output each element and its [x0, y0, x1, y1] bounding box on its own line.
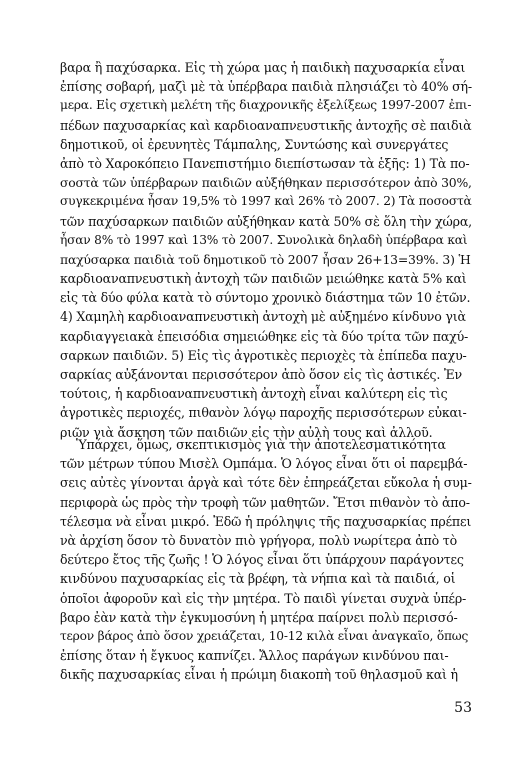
text-line: μερα. Εἰς σχετικὴ μελέτη τῆς διαχρονικῆς ἐξελίξεως 1997-2007 ἐπι-	[60, 98, 472, 113]
text-line: καρδιοαναπνευστικὴ ἀντοχὴ τῶν παιδιῶν μειώθηκε κατὰ 5% καὶ	[60, 271, 467, 287]
text-line: Ὑπάρχει, ὅμως, σκεπτικισμὸς γιὰ τὴν ἀποτελεσματικότητα	[76, 437, 446, 452]
text-line: συγκεκριμένα ἦσαν 19,5% τὸ 1997 καὶ 26% τὸ 2007. 2) Τὰ ποσοστὰ	[60, 194, 472, 209]
text-line: ἀγροτικὲς περιοχές, πιθανὸν λόγῳ παροχῆς περισσότερων εὐκαι-	[60, 405, 467, 421]
text-line: ἐπίσης σοβαρή, μαζὶ μὲ τὰ ὑπέρβαρα παιδιὰ πλησιάζει τὸ 40% σή-	[60, 79, 472, 95]
text-line: σαρκων παιδιῶν. 5) Εἰς τὶς ἀγροτικὲς περιοχὲς τὰ ἐπίπεδα παχυ-	[60, 347, 467, 363]
page-number: 53	[454, 700, 472, 716]
text-line: ἀπὸ τὸ Χαροκόπειο Πανεπιστήμιο διεπίστωσαν τὰ ἑξῆς: 1) Τὰ πο-	[60, 155, 470, 171]
text-line: σεις αὐτὲς γίνονται ἀργὰ καὶ τότε δὲν ἐπηρεάζεται εὔκολα ἡ συμ-	[60, 475, 472, 491]
text-line: παχύσαρκα παιδιὰ τοῦ δημοτικοῦ τὸ 2007 ἦσαν 26+13=39%. 3) Ἡ	[60, 251, 471, 267]
text-line: εἰς τὰ δύο φύλα κατὰ τὸ σύντομο χρονικὸ διάστημα τῶν 10 ἐτῶν.	[60, 290, 471, 306]
text-line: δημοτικοῦ, οἱ ἐρευνητὲς Τάμπαλης, Συντώσης καὶ συνεργάτες	[60, 136, 449, 152]
text-line: δικῆς παχυσαρκίας εἶναι ἡ πρώιμη διακοπὴ τοῦ θηλασμοῦ καὶ ἡ	[60, 667, 458, 683]
paragraph-2	[60, 435, 472, 684]
text-line: ἦσαν 8% τὸ 1997 καὶ 13% τὸ 2007. Συνολικὰ δηλαδὴ ὑπέρβαρα καὶ	[60, 232, 468, 247]
text-line: τερον βάρος ἀπὸ ὅσον χρειάζεται, 10-12 κιλὰ εἶναι ἀναγκαῖο, ὅπως	[60, 628, 469, 643]
text-line: ὁποῖοι ἀφοροῦν καὶ εἰς τὴν μητέρα. Τὸ παιδὶ γίνεται συχνὰ ὑπέρ-	[60, 590, 467, 606]
text-line: σαρκίας αὐξάνονται περισσότερον ἀπὸ ὅσον εἰς τὶς ἀστικές. Ἐν	[60, 367, 462, 382]
text-line: νὰ ἀρχίση ὅσον τὸ δυνατὸν πιὸ γρήγορα, πολὺ νωρίτερα ἀπὸ τὸ	[60, 532, 457, 548]
text-line: ἐπίσης ὅταν ἡ ἔγκυος καπνίζει. Ἄλλος παράγων κινδύνου παι-	[60, 648, 449, 664]
text-line: τῶν μέτρων τύπου Μισὲλ Ομπάμα. Ὁ λόγος εἶναι ὅτι οἱ παρεμβά-	[60, 456, 468, 472]
text-line: τούτοις, ἡ καρδιοαναπνευστικὴ ἀντοχὴ εἶναι καλύτερη εἰς τὶς	[60, 386, 448, 402]
text-line: τῶν παχύσαρκων παιδιῶν αὐξήθηκαν κατὰ 50% σὲ ὅλη τὴν χώρα,	[60, 213, 472, 229]
text-line: πέδων παχυσαρκίας καὶ καρδιοαναπνευστικῆς ἀντοχῆς σὲ παιδιὰ	[60, 117, 472, 133]
paragraph-1	[60, 58, 472, 442]
text-line: τέλεσμα νὰ εἶναι μικρό. Ἐδῶ ἡ πρόληψις τῆς παχυσαρκίας πρέπει	[60, 513, 472, 529]
text-line: δεύτερο ἔτος τῆς ζωῆς ! Ὁ λόγος εἶναι ὅτι ὑπάρχουν παράγοντες	[60, 552, 464, 568]
text-line: βαρο ἐὰν κατὰ τὴν ἐγκυμοσύνη ἡ μητέρα παίρνει πολὺ περισσό-	[60, 609, 458, 625]
text-line: ριῶν γιὰ ἄσκηση τῶν παιδιῶν εἰς τὴν αὐλὴ τους καὶ ἀλλοῦ.	[60, 424, 433, 440]
text-line: 4) Χαμηλὴ καρδιοαναπνευστικὴ ἀντοχὴ μὲ αὐξημένο κίνδυνο γιὰ	[60, 309, 466, 325]
text-line: κινδύνου παχυσαρκίας εἰς τὰ βρέφη, τὰ νήπια καὶ τὰ παιδιά, οἱ	[60, 571, 456, 587]
text-line: βαρα ἢ παχύσαρκα. Εἰς τὴ χώρα μας ἡ παιδικὴ παχυσαρκία εἶναι	[60, 60, 466, 75]
text-line: καρδιαγγειακὰ ἐπεισόδια σημειώθηκε εἰς τὰ δύο τρίτα τῶν παχύ-	[60, 328, 469, 344]
text-line: περιφορὰ ὡς πρὸς τὴν τροφὴ τῶν μαθητῶν. Ἔτσι πιθανὸν τὸ ἀπο-	[60, 494, 470, 510]
text-line: σοστὰ τῶν ὑπέρβαρων παιδιῶν αὐξήθηκαν περισσότερον ἀπὸ 30%,	[60, 175, 472, 191]
